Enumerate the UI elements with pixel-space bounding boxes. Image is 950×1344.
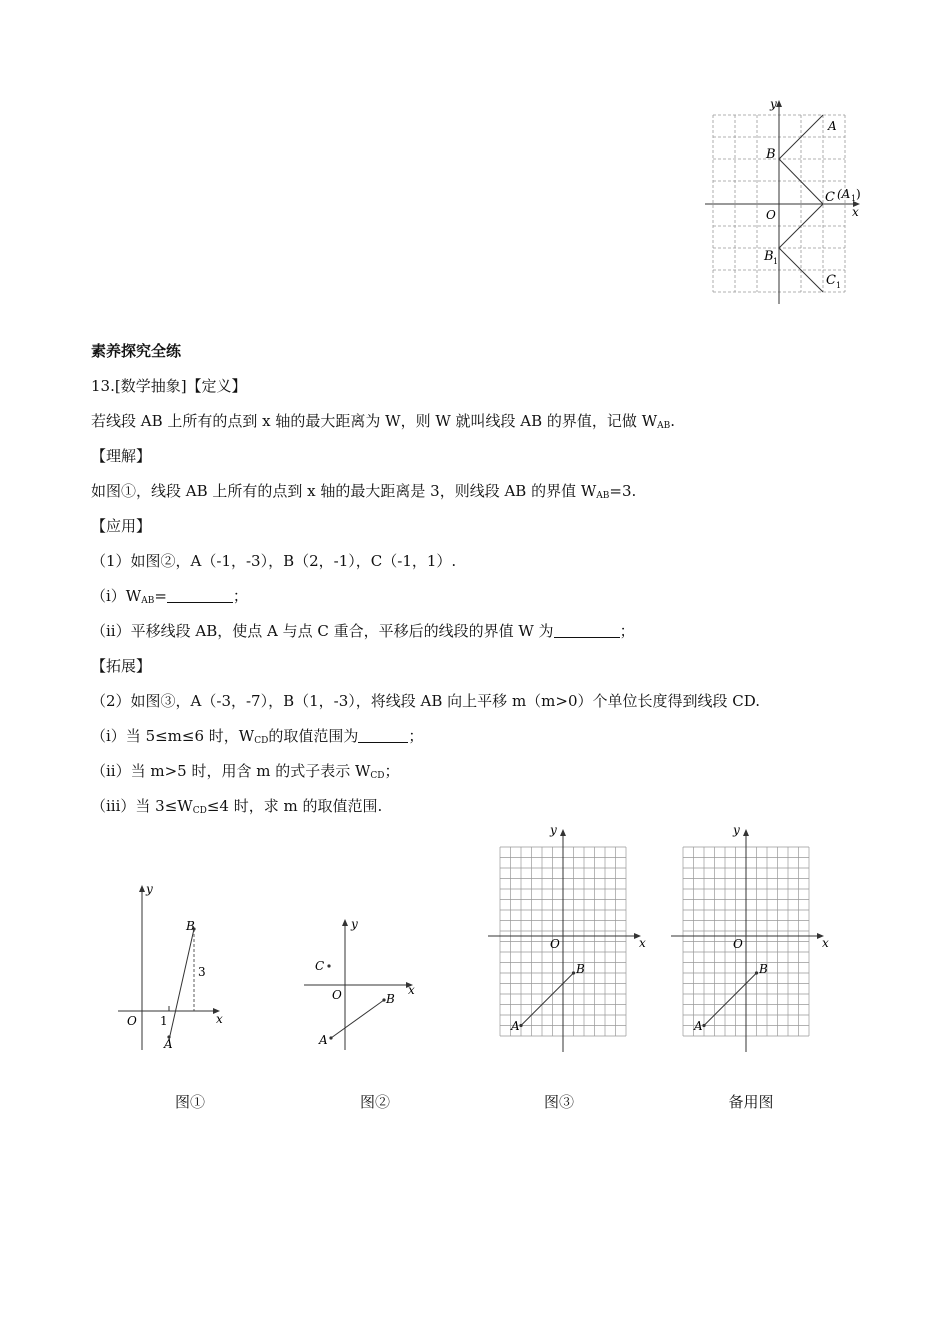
fig4-label-b: B xyxy=(759,962,768,976)
fig3-x-label: x xyxy=(639,936,646,950)
apply-part-ii: （ii）平移线段 AB，使点 A 与点 C 重合，平移后的线段的界值 W 为 ； xyxy=(91,622,635,640)
fig4-point-b xyxy=(755,971,758,974)
top-label-c1: C xyxy=(826,273,836,288)
top-label-a1: (A xyxy=(837,187,851,201)
fig3-label-b: B xyxy=(576,962,585,976)
fig1-segment-ab xyxy=(169,929,194,1040)
section-title: 素养探究全练 xyxy=(91,342,182,360)
answer-blank-w-translated[interactable] xyxy=(554,623,620,638)
top-x-label: x xyxy=(852,205,859,219)
extend-part-iii: （iii）当 $3\le W_{CD}\le 4$ 时，求 m 的取值范围. xyxy=(91,797,383,816)
top-label-a1-close: ) xyxy=(856,187,861,201)
fig2-point-a xyxy=(329,1036,332,1039)
fig3-origin: O xyxy=(550,937,560,951)
answer-blank-wcd-range[interactable] xyxy=(358,728,408,743)
figure-2 xyxy=(300,910,425,1055)
q13-definition: 若线段 AB 上所有的点到 x 轴的最大距离为 W，则 W 就叫线段 AB 的界值，记做 $W_{AB}$. xyxy=(91,412,676,431)
fig1-label-b: B xyxy=(186,919,195,933)
fig2-origin: O xyxy=(332,988,342,1002)
fig3-point-b xyxy=(572,971,575,974)
fig4-y-label: y xyxy=(733,823,740,837)
extend-title: 【拓展】 xyxy=(91,657,152,675)
fig3-point-a xyxy=(519,1024,522,1027)
top-label-c1-sub: 1 xyxy=(836,281,842,290)
fig2-point-c xyxy=(327,964,330,967)
fig4-origin: O xyxy=(733,937,743,951)
answer-blank-wab[interactable] xyxy=(167,588,233,603)
fig2-y-label: y xyxy=(351,917,358,931)
fig3-y-label: y xyxy=(550,823,557,837)
top-figure xyxy=(700,92,870,307)
top-label-c: C xyxy=(825,190,835,205)
understand-text: 如图①，线段 AB 上所有的点到 x 轴的最大距离是 3，则线段 AB 的界值 $W_{AB}=3$. xyxy=(91,482,637,501)
top-label-b1-sub: 1 xyxy=(773,257,779,266)
top-label-a: A xyxy=(828,119,837,133)
fig1-label-a: A xyxy=(164,1037,173,1051)
fig3-segment-ab xyxy=(521,973,574,1026)
caption-figure-3: 图③ xyxy=(543,1093,574,1111)
fig1-tick-1-label: 1 xyxy=(160,1014,168,1028)
top-label-b: B xyxy=(766,147,776,162)
fig3-label-a: A xyxy=(511,1019,520,1033)
caption-figure-2: 图② xyxy=(359,1093,390,1111)
top-origin-label: O xyxy=(766,208,776,222)
fig4-segment-ab xyxy=(704,973,757,1026)
caption-figure-1: 图① xyxy=(174,1093,205,1111)
understand-title: 【理解】 xyxy=(91,447,152,465)
extend-part-i: （i）当 5≤m≤6 时，$W_{CD}$的取值范围为 ； xyxy=(91,727,424,746)
figure-3 xyxy=(485,820,655,1056)
apply-title: 【应用】 xyxy=(91,517,152,535)
figure-1 xyxy=(110,878,235,1056)
fig1-height-3-label: 3 xyxy=(198,965,206,979)
fig1-origin: O xyxy=(127,1014,137,1028)
top-y-label: y xyxy=(770,97,777,111)
top-label-a1-sub: 1 xyxy=(851,194,857,203)
fig4-x-label: x xyxy=(822,936,829,950)
fig2-label-c: C xyxy=(315,959,325,973)
extend-part-ii: （ii）当 m>5 时，用含 m 的式子表示 $W_{CD}$； xyxy=(91,762,400,781)
fig2-x-label: x xyxy=(408,983,415,997)
fig2-label-a: A xyxy=(319,1033,328,1047)
fig1-y-label: y xyxy=(146,882,153,896)
apply-part-1: （1）如图②，A（-1，-3），B（2，-1），C（-1，1）. xyxy=(91,552,457,570)
apply-part-i: $(i)W_{AB}=$ ； xyxy=(91,587,248,606)
figure-backup xyxy=(668,820,838,1056)
fig2-label-b: B xyxy=(386,992,395,1006)
q13-header: 13.[数学抽象]【定义】 xyxy=(91,377,247,395)
caption-figure-backup: 备用图 xyxy=(728,1093,774,1111)
top-label-b1: B xyxy=(764,249,774,264)
fig4-label-a: A xyxy=(694,1019,703,1033)
fig1-x-label: x xyxy=(216,1012,223,1026)
fig2-segment-ab xyxy=(331,1000,384,1038)
fig4-point-a xyxy=(702,1024,705,1027)
extend-part-2: （2）如图③，A（-3，-7），B（1，-3），将线段 AB 向上平移 m（m>0）个单位长度得到线段 CD. xyxy=(91,692,761,710)
